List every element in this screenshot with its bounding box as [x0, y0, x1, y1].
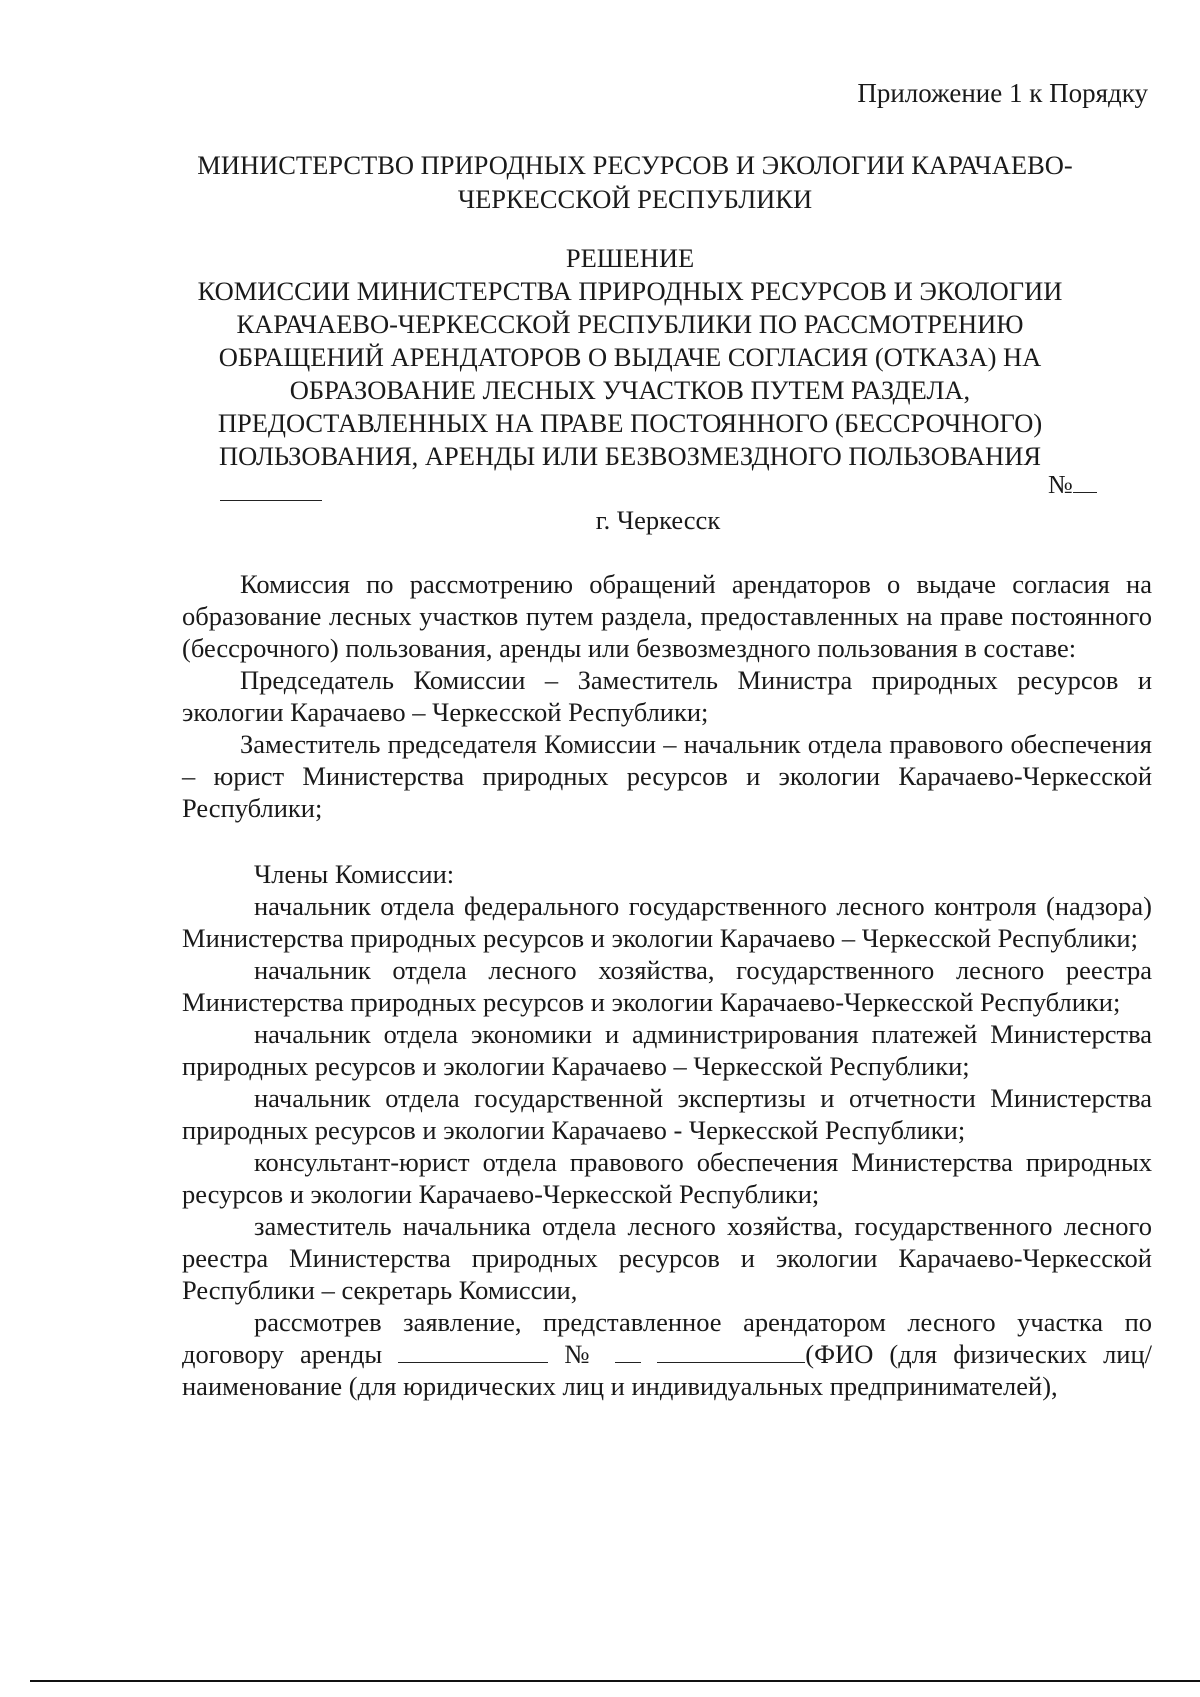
decision-heading [130, 242, 1130, 473]
member-paragraph-5: консультант-юрист отдела правового обеспечения Министерства природных ресурсов и экологии Карачаево-Черкесской Республики; [182, 1147, 1152, 1209]
ministry-line-1: МИНИСТЕРСТВО ПРИРОДНЫХ РЕСУРСОВ И ЭКОЛОГИИ КАРАЧАЕВО- [197, 150, 1073, 180]
chairman-paragraph: Председатель Комиссии – Заместитель Министра природных ресурсов и экологии Карачаево – Черкесской Республики; [182, 665, 1152, 727]
city-label: г. Черкесск [595, 505, 721, 535]
decision-line-5: ПРЕДОСТАВЛЕННЫХ НА ПРАВЕ ПОСТОЯННОГО (БЕССРОЧНОГО) [217, 408, 1043, 438]
member-paragraph-4: начальник отдела государственной экспертизы и отчетности Министерства природных ресурсов и экологии Карачаево - Черкесской Республики; [182, 1083, 1152, 1145]
number-blank [1073, 472, 1097, 493]
decision-number [1048, 470, 1097, 500]
deputy-paragraph: Заместитель председателя Комиссии – начальник отдела правового обеспечения – юрист Министерства природных ресурсов и экологии Карачаево-Черкесской Республики; [182, 729, 1152, 823]
ministry-heading [140, 148, 1130, 216]
decision-line-6: ПОЛЬЗОВАНИЯ, АРЕНДЫ ИЛИ БЕЗВОЗМЕЗДНОГО ПОЛЬЗОВАНИЯ [218, 441, 1042, 471]
decision-line-4: ОБРАЗОВАНИЕ ЛЕСНЫХ УЧАСТКОВ ПУТЕМ РАЗДЕЛА, [289, 375, 971, 405]
members-label: Члены Комиссии: [254, 859, 455, 889]
decision-line-2: КАРАЧАЕВО-ЧЕРКЕССКОЙ РЕСПУБЛИКИ ПО РАССМОТРЕНИЮ [236, 309, 1024, 339]
review-paragraph [182, 1306, 1152, 1402]
bottom-rule [30, 1680, 1200, 1682]
member-paragraph-1: начальник отдела федерального государственного лесного контроля (надзора) Министерства природных ресурсов и экологии Карачаево – Черкесской Республики; [182, 891, 1152, 953]
date-blank [220, 500, 322, 501]
intro-paragraph: Комиссия по рассмотрению обращений арендаторов о выдаче согласия на образование лесных участков путем раздела, предоставленных на праве постоянного (бессрочного) пользования, аренды или безвозмездного пользования в составе: [182, 569, 1152, 663]
member-paragraph-3: начальник отдела экономики и администрирования платежей Министерства природных ресурсов и экологии Карачаево – Черкесской Республики; [182, 1019, 1152, 1081]
review-text-2: (ФИО (для физических лиц/наименование (для юридических лиц и индивидуальных предпринимателей), [182, 1339, 1153, 1401]
contract-date-blank [398, 1342, 548, 1363]
decision-line-1: КОМИССИИ МИНИСТЕРСТВА ПРИРОДНЫХ РЕСУРСОВ И ЭКОЛОГИИ [197, 276, 1063, 306]
member-paragraph-6: заместитель начальника отдела лесного хозяйства, государственного лесного реестра Министерства природных ресурсов и экологии Карачаево-Черкесской Республики – секретарь Комиссии, [182, 1211, 1152, 1305]
contract-number-blank [615, 1342, 641, 1363]
appendix-label: Приложение 1 к Порядку [857, 78, 1148, 108]
member-paragraph-2: начальник отдела лесного хозяйства, государственного лесного реестра Министерства природных ресурсов и экологии Карачаево-Черкесской Республики; [182, 955, 1152, 1017]
review-text-1: рассмотрев заявление, представленное арендатором лесного участка по договору аренды [182, 1307, 1152, 1369]
review-number-sign: № [564, 1339, 600, 1369]
decision-line-3: ОБРАЩЕНИЙ АРЕНДАТОРОВ О ВЫДАЧЕ СОГЛАСИЯ (ОТКАЗА) НА [218, 342, 1042, 372]
lessee-name-blank [657, 1342, 805, 1363]
number-sign: № [1048, 470, 1073, 499]
ministry-line-2: ЧЕРКЕССКОЙ РЕСПУБЛИКИ [457, 184, 813, 214]
document-body [182, 568, 1152, 1402]
decision-title: РЕШЕНИЕ [565, 243, 695, 273]
